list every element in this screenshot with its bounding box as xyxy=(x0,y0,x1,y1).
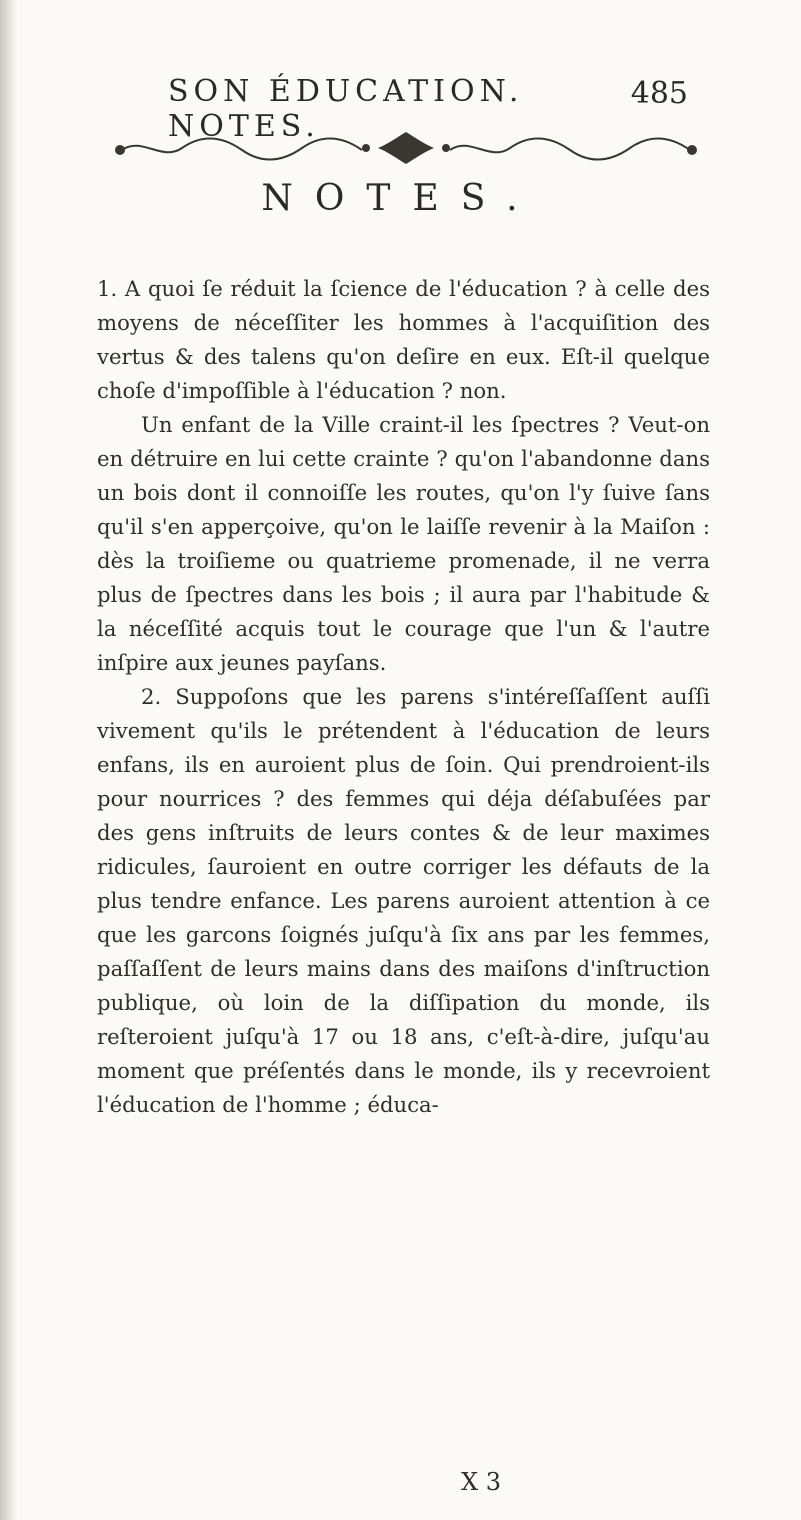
note-paragraph: Un enfant de la Ville craint-il les ſpectres ? Veut-on en détruire en lui cette crainte ? qu'on l'abandonne dans un bois dont il connoiſſe les routes, qu'on l'y ſuive ſans qu'il s'en apperçoive, qu'on le laiſſe revenir à la Maiſon : dès la troiſieme ou quatrieme promenade, il ne verra plus de ſpectres dans les bois ; il aura par l'habitude & la néceſſité acquis tout le courage que l'un & l'autre inſpire aux jeunes payſans. xyxy=(97,412,710,675)
page-gutter-shadow xyxy=(0,0,18,1520)
ornamental-rule xyxy=(112,128,700,168)
signature-mark: X 3 xyxy=(461,1468,501,1496)
running-head: SON ÉDUCATION. NOTES. xyxy=(168,74,524,144)
notes-body xyxy=(97,272,710,1122)
note-paragraph: 2. Suppoſons que les parens s'intéreſſaſſent auſſi vivement qu'ils le prétendent à l'éducation de leurs enfans, ils en auroient plus de ſoin. Qui prendroient-ils pour nourrices ? des femmes qui déja déſabuſées par des gens inſtruits de leurs contes & de leur maximes ridicules, ſauroient en outre corriger les défauts de la plus tendre enfance. Les parens auroient attention à ce que les garcons ſoignés juſqu'à ſix ans par les femmes, paſſaſſent de leurs mains dans des maiſons d'inſtruction publique, où loin de la diſſipation du monde, ils reſteroient juſqu'à 17 ou 18 ans, c'eſt-à-dire, juſqu'au moment que préſentés dans le monde, ils y recevroient l'éducation de l'homme ; éduca- xyxy=(97,684,710,1117)
note-paragraph: 1. A quoi ſe réduit la ſcience de l'éducation ? à celle des moyens de néceſſiter les hommes à l'acquiſition des vertus & des talens qu'on deſire en eux. Eſt-il quelque choſe d'impoſſible à l'éducation ? non. xyxy=(97,276,710,403)
notes-heading: NOTES. xyxy=(261,178,540,219)
page-header xyxy=(168,62,688,144)
page-number: 485 xyxy=(630,76,688,111)
